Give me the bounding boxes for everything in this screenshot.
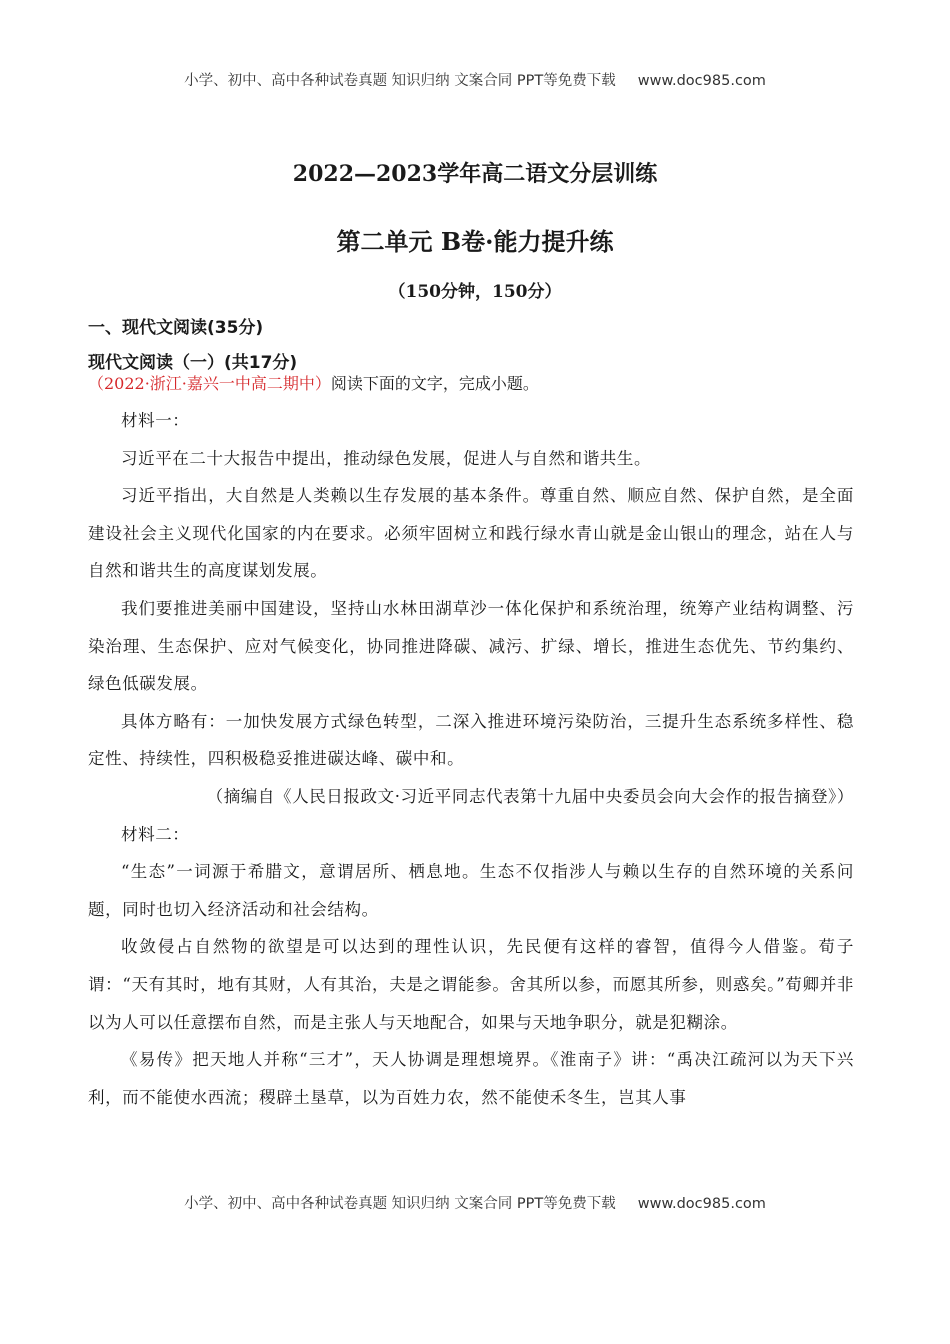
subsection-heading: 现代文阅读（一）(共17分) [88, 353, 298, 373]
header-banner [0, 69, 950, 90]
passage-paragraph: 《易传》把天地人并称“三才”，天人协调是理想境界。《淮南子》讲：“禹决江疏河以为天下兴利，而不能使水西流；稷辟土垦草，以为百姓力农，然不能使禾冬生，岂其人事 [88, 1050, 854, 1107]
passage-paragraph: 收敛侵占自然物的欲望是可以达到的理性认识，先民便有这样的睿智，值得今人借鉴。荀子谓：“天有其时，地有其财，人有其治，夫是之谓能参。舍其所以参，而愿其所参，则惑矣。”荀卿并非以为人可以任意摆布自然，而是主张人与天地配合，如果与天地争职分，就是犯糊涂。 [88, 937, 854, 1032]
page-title: 2022—2023学年高二语文分层训练 [292, 161, 658, 187]
header-banner-text: 小学、初中、高中各种试卷真题 知识归纳 文案合同 PPT等免费下载 [184, 73, 616, 89]
footer-banner-site[interactable]: www.doc985.com [637, 1196, 766, 1212]
reading-passage [88, 402, 854, 1116]
page-subtitle: 第二单元 B卷·能力提升练 [336, 227, 614, 256]
question-instruction: 阅读下面的文字，完成小题。 [330, 374, 539, 393]
material-label: 材料二： [121, 824, 190, 844]
passage-paragraph: “生态”一词源于希腊文，意谓居所、栖息地。生态不仅指涉人与赖以生存的自然环境的关系问题，同时也切入经济活动和社会结构。 [88, 862, 854, 919]
header-banner-site[interactable]: www.doc985.com [637, 73, 766, 89]
citation: （摘编自《人民日报政文·习近平同志代表第十九届中央委员会向大会作的报告摘登》） [206, 786, 854, 806]
time-score-note: （150分钟，150分） [388, 282, 562, 302]
footer-banner [0, 1192, 950, 1213]
passage-paragraph: 习近平指出，大自然是人类赖以生存发展的基本条件。尊重自然、顺应自然、保护自然，是全面建设社会主义现代化国家的内在要求。必须牢固树立和践行绿水青山就是金山银山的理念，站在人与自然和谐共生的高度谋划发展。 [88, 486, 854, 581]
passage-paragraph: 习近平在二十大报告中提出，推动绿色发展，促进人与自然和谐共生。 [121, 448, 652, 468]
footer-banner-text: 小学、初中、高中各种试卷真题 知识归纳 文案合同 PPT等免费下载 [184, 1196, 616, 1212]
material-label: 材料一： [121, 411, 190, 430]
passage-paragraph: 我们要推进美丽中国建设，坚持山水林田湖草沙一体化保护和系统治理，统筹产业结构调整、污染治理、生态保护、应对气候变化，协同推进降碳、减污、扩绿、增长，推进生态优先、节约集约、绿色低碳发展。 [88, 598, 854, 694]
question-source: （2022·浙江·嘉兴一中高二期中） [88, 374, 331, 393]
question-source-line [88, 371, 539, 394]
passage-paragraph: 具体方略有：一加快发展方式绿色转型，二深入推进环境污染防治，三提升生态系统多样性、稳定性、持续性，四积极稳妥推进碳达峰、碳中和。 [88, 711, 854, 769]
section-heading: 一、现代文阅读(35分) [88, 318, 264, 338]
